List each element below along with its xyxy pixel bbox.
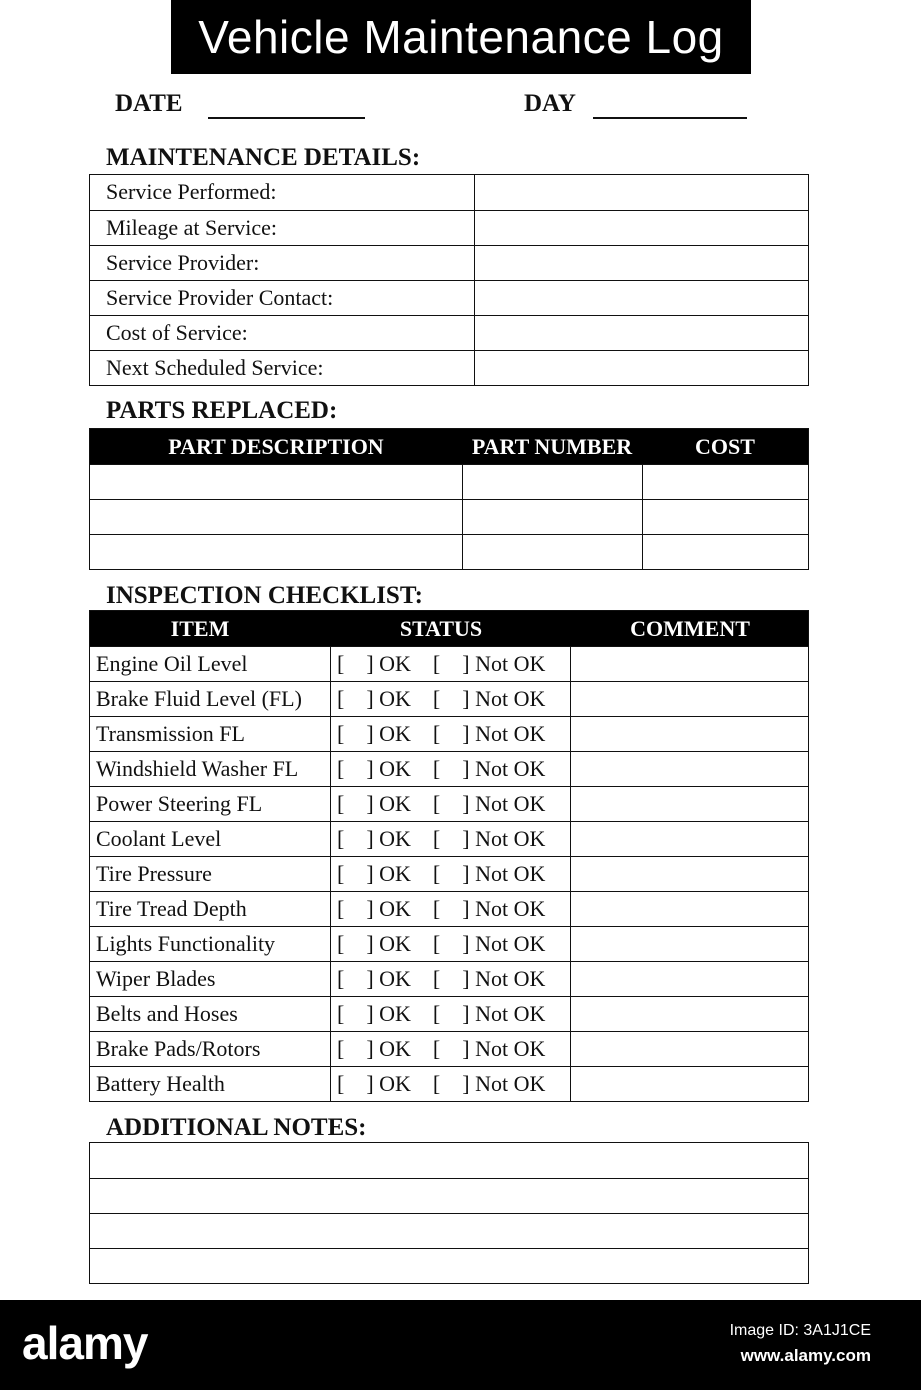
- maintenance-row: [90, 315, 808, 350]
- parts-row: [90, 499, 808, 534]
- maintenance-value-field[interactable]: [474, 351, 808, 385]
- checklist-row: [90, 786, 808, 821]
- notes-line[interactable]: [90, 1143, 808, 1178]
- part-description-header: PART DESCRIPTION: [168, 434, 384, 459]
- checklist-item-label: Tire Tread Depth: [96, 896, 247, 921]
- maintenance-row: [90, 280, 808, 315]
- maintenance-label: Mileage at Service:: [106, 215, 278, 240]
- parts-row: [90, 534, 808, 569]
- part-cost-field[interactable]: [642, 500, 808, 534]
- part-description-field[interactable]: [90, 535, 462, 569]
- date-label: DATE: [115, 90, 183, 117]
- maintenance-row: [90, 245, 808, 280]
- comment-field[interactable]: [570, 822, 808, 856]
- comment-field[interactable]: [570, 997, 808, 1031]
- comment-field[interactable]: [570, 787, 808, 821]
- checklist-item-label: Brake Pads/Rotors: [96, 1036, 261, 1061]
- comment-field[interactable]: [570, 962, 808, 996]
- inspection-header-row: [90, 611, 808, 646]
- comment-field[interactable]: [570, 927, 808, 961]
- checklist-row: [90, 891, 808, 926]
- checklist-row: [90, 926, 808, 961]
- parts-header-row: [90, 429, 808, 464]
- parts-heading: PARTS REPLACED:: [106, 397, 338, 424]
- checklist-item-label: Power Steering FL: [96, 791, 263, 816]
- status-checkboxes[interactable]: [ ] OK [ ] Not OK: [330, 787, 570, 821]
- comment-field[interactable]: [570, 1067, 808, 1101]
- checklist-row: [90, 996, 808, 1031]
- notes-heading: ADDITIONAL NOTES:: [106, 1114, 367, 1141]
- maintenance-label: Service Provider Contact:: [106, 285, 334, 310]
- maintenance-row: [90, 210, 808, 245]
- maintenance-value-field[interactable]: [474, 211, 808, 245]
- item-header: ITEM: [170, 616, 230, 641]
- checklist-item-label: Belts and Hoses: [96, 1001, 238, 1026]
- checklist-item-label: Transmission FL: [96, 721, 245, 746]
- status-checkboxes[interactable]: [ ] OK [ ] Not OK: [330, 1067, 570, 1101]
- part-number-field[interactable]: [462, 465, 642, 499]
- checklist-row: [90, 681, 808, 716]
- part-number-header: PART NUMBER: [471, 434, 633, 459]
- part-description-field[interactable]: [90, 500, 462, 534]
- part-number-field[interactable]: [462, 500, 642, 534]
- status-checkboxes[interactable]: [ ] OK [ ] Not OK: [330, 822, 570, 856]
- maintenance-value-field[interactable]: [474, 175, 808, 210]
- image-id: Image ID: 3A1J1CE: [729, 1322, 871, 1339]
- status-checkboxes[interactable]: [ ] OK [ ] Not OK: [330, 752, 570, 786]
- maintenance-heading: MAINTENANCE DETAILS:: [106, 144, 421, 171]
- checklist-row: [90, 1031, 808, 1066]
- maintenance-row: [90, 175, 808, 210]
- day-field-line[interactable]: [593, 117, 747, 119]
- status-header: STATUS: [399, 616, 483, 641]
- part-cost-field[interactable]: [642, 535, 808, 569]
- maintenance-row: [90, 350, 808, 385]
- notes-line[interactable]: [90, 1178, 808, 1213]
- checklist-item-label: Brake Fluid Level (FL): [96, 686, 302, 711]
- checklist-row: [90, 646, 808, 681]
- inspection-heading: INSPECTION CHECKLIST:: [106, 582, 423, 609]
- comment-field[interactable]: [570, 717, 808, 751]
- stock-footer: [0, 1300, 921, 1390]
- maintenance-value-field[interactable]: [474, 281, 808, 315]
- maintenance-label: Service Performed:: [106, 179, 277, 204]
- comment-field[interactable]: [570, 857, 808, 891]
- brand-logo: alamy: [22, 1317, 148, 1369]
- inspection-table: [89, 610, 809, 1102]
- notes-line[interactable]: [90, 1248, 808, 1283]
- site-url: www.alamy.com: [740, 1346, 871, 1365]
- comment-field[interactable]: [570, 1032, 808, 1066]
- maintenance-label: Service Provider:: [106, 250, 260, 275]
- checklist-item-label: Battery Health: [96, 1071, 225, 1096]
- maintenance-label: Cost of Service:: [106, 320, 248, 345]
- part-description-field[interactable]: [90, 465, 462, 499]
- checklist-row: [90, 961, 808, 996]
- cost-header: COST: [695, 434, 755, 459]
- checklist-item-label: Engine Oil Level: [96, 651, 248, 676]
- day-label: DAY: [524, 90, 576, 117]
- status-checkboxes[interactable]: [ ] OK [ ] Not OK: [330, 997, 570, 1031]
- checklist-row: [90, 856, 808, 891]
- status-checkboxes[interactable]: [ ] OK [ ] Not OK: [330, 857, 570, 891]
- notes-line[interactable]: [90, 1213, 808, 1248]
- checklist-item-label: Coolant Level: [96, 826, 222, 851]
- checklist-item-label: Wiper Blades: [96, 966, 216, 991]
- status-checkboxes[interactable]: [ ] OK [ ] Not OK: [330, 647, 570, 681]
- notes-table: [89, 1142, 809, 1284]
- status-checkboxes[interactable]: [ ] OK [ ] Not OK: [330, 717, 570, 751]
- comment-header: COMMENT: [630, 616, 750, 641]
- checklist-item-label: Windshield Washer FL: [96, 756, 299, 781]
- maintenance-table: [89, 174, 809, 386]
- part-cost-field[interactable]: [642, 465, 808, 499]
- status-checkboxes[interactable]: [ ] OK [ ] Not OK: [330, 682, 570, 716]
- checklist-item-label: Tire Pressure: [96, 861, 212, 886]
- maintenance-value-field[interactable]: [474, 246, 808, 280]
- parts-table: [89, 428, 809, 570]
- parts-row: [90, 464, 808, 499]
- status-checkboxes[interactable]: [ ] OK [ ] Not OK: [330, 927, 570, 961]
- status-checkboxes[interactable]: [ ] OK [ ] Not OK: [330, 1032, 570, 1066]
- date-field-line[interactable]: [208, 117, 365, 119]
- maintenance-value-field[interactable]: [474, 316, 808, 350]
- part-number-field[interactable]: [462, 535, 642, 569]
- page-title: Vehicle Maintenance Log: [171, 0, 751, 74]
- comment-field[interactable]: [570, 752, 808, 786]
- status-checkboxes[interactable]: [ ] OK [ ] Not OK: [330, 962, 570, 996]
- checklist-row: [90, 716, 808, 751]
- checklist-item-label: Lights Functionality: [96, 931, 276, 956]
- checklist-row: [90, 751, 808, 786]
- comment-field[interactable]: [570, 647, 808, 681]
- comment-field[interactable]: [570, 682, 808, 716]
- status-checkboxes[interactable]: [ ] OK [ ] Not OK: [330, 892, 570, 926]
- comment-field[interactable]: [570, 892, 808, 926]
- maintenance-label: Next Scheduled Service:: [106, 355, 324, 380]
- checklist-row: [90, 821, 808, 856]
- checklist-row: [90, 1066, 808, 1101]
